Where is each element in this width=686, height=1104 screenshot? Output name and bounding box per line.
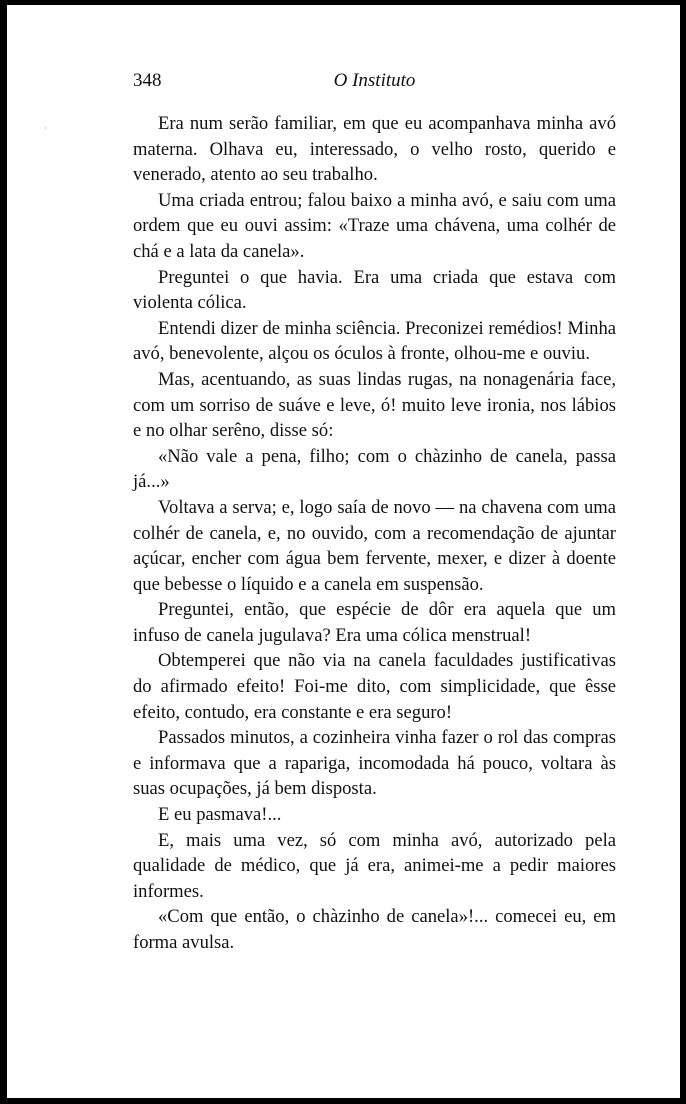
paragraph: Preguntei o que havia. Era uma criada que estava com violenta cólica.: [133, 266, 616, 314]
paragraph: Passados minutos, a cozinheira vinha fazer o rol das compras e informava que a rapariga, incomodada há pouco, voltara às suas ocupações, já bem disposta.: [133, 727, 616, 800]
paragraph: Obtemperei que não via na canela faculdades justificativas do afirmado efeito! Foi-me dito, com simplicidade, que êsse efeito, contudo, era constante e era seguro!: [133, 650, 616, 723]
scan-border-left: [0, 0, 7, 1104]
scan-border-bottom: [0, 1098, 686, 1104]
paragraph: «Com que então, o chàzinho de canela»!... comecei eu, em forma avulsa.: [133, 906, 616, 953]
paragraph: Preguntei, então, que espécie de dôr era aquela que um infuso de canela jugulava? Era uma cólica menstrual!: [133, 599, 616, 646]
paragraph: Mas, acentuando, as suas lindas rugas, na nonagenária face, com um sorriso de suáve e leve, ó! muito leve ironia, nos lábios e no olhar serêno, disse só:: [133, 368, 616, 442]
scan-speck-mark: ·: [44, 124, 47, 133]
scan-border-top: [0, 0, 686, 5]
paragraph: Entendi dizer de minha sciência. Preconizei remédios! Minha avó, benevolente, alçou os óculos à fronte, olhou-me e ouviu.: [133, 317, 616, 365]
body-text: [133, 111, 616, 956]
running-title: O Instituto: [333, 70, 416, 91]
page-number: 348: [133, 70, 162, 91]
scan-border-right: [680, 0, 686, 1104]
paragraph: Era num serão familiar, em que eu acompanhava minha avó materna. Olhava eu, interessado, o velho rosto, querido e venerado, atento ao seu trabalho.: [133, 113, 616, 186]
paragraph: Uma criada entrou; falou baixo a minha avó, e saiu com uma ordem que eu ouvi assim: «Traze uma chávena, uma colhér de chá e a lata da canela».: [133, 189, 616, 262]
page-header: [133, 68, 616, 96]
paragraph: E, mais uma vez, só com minha avó, autorizado pela qualidade de médico, que já era, animei-me a pedir maiores informes.: [133, 829, 616, 902]
paragraph: «Não vale a pena, filho; com o chàzinho de canela, passa já...»: [133, 445, 616, 493]
paragraph: Voltava a serva; e, logo saía de novo — na chavena com uma colhér de canela, e, no ouvido, com a recomendação de ajuntar açúcar, encher com água bem fervente, mexer, e dizer à doente que bebesse o líquido e a canela em suspensão.: [133, 496, 616, 595]
paragraph: E eu pasmava!...: [158, 804, 282, 826]
